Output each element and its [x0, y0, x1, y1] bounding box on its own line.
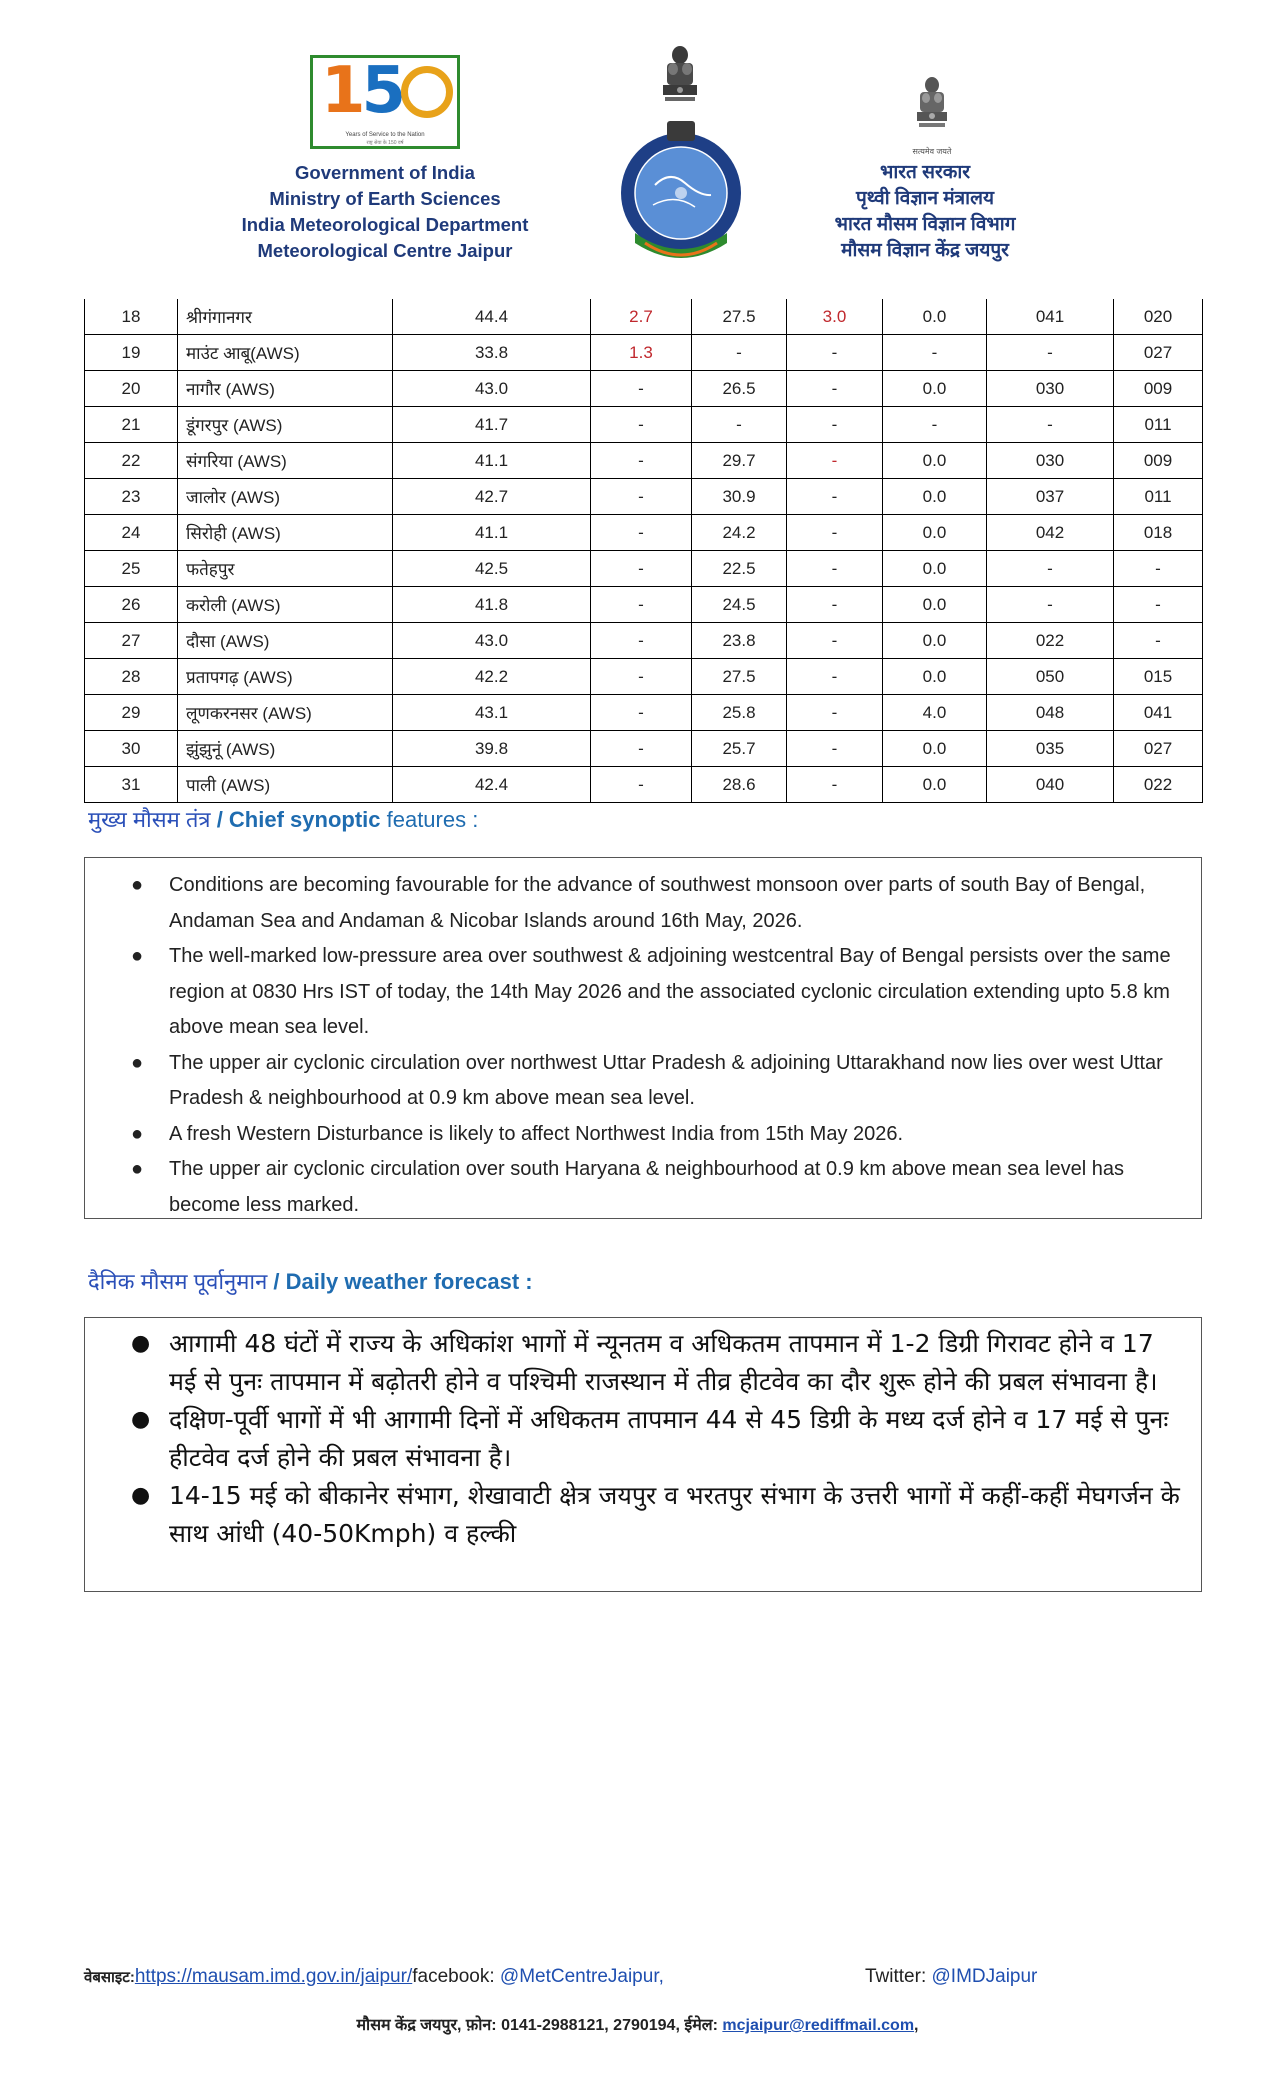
column-8-value: - — [987, 407, 1114, 443]
row-number: 22 — [85, 443, 178, 479]
row-number: 21 — [85, 407, 178, 443]
table-row — [85, 767, 1203, 803]
synoptic-item-text: The well-marked low-pressure area over southwest & adjoining westcentral Bay of Bengal persists over the same region at 0830 Hrs IST of today, the 14th May 2026 and the associated cyclonic circulation extending upto 5.8 km above mean sea level. — [169, 945, 1171, 1038]
min-temp: - — [692, 407, 787, 443]
column-9-value: - — [1114, 587, 1203, 623]
synoptic-item — [85, 1117, 1201, 1153]
logo-digit-1: 1 — [321, 54, 362, 128]
max-temp-departure: - — [591, 479, 692, 515]
logo-150-digits — [321, 54, 402, 128]
min-temp: 22.5 — [692, 551, 787, 587]
station-name: डूंगरपुर (AWS) — [178, 407, 393, 443]
department-label-hindi: भारत मौसम विज्ञान विभाग — [834, 214, 1016, 235]
station-name: श्रीगंगानगर — [178, 299, 393, 335]
min-temp: 23.8 — [692, 623, 787, 659]
row-number: 28 — [85, 659, 178, 695]
daily-forecast-box — [84, 1317, 1202, 1592]
max-temp-departure: - — [591, 587, 692, 623]
row-number: 25 — [85, 551, 178, 587]
rainfall: 0.0 — [883, 731, 987, 767]
station-name: जालोर (AWS) — [178, 479, 393, 515]
max-temp-departure: 1.3 — [591, 335, 692, 371]
row-number: 30 — [85, 731, 178, 767]
column-8-value: 048 — [987, 695, 1114, 731]
forecast-title-hindi: दैनिक मौसम पूर्वानुमान — [88, 1269, 268, 1294]
twitter-block — [865, 1966, 1037, 1988]
min-temp-departure: - — [787, 371, 883, 407]
rainfall: 0.0 — [883, 551, 987, 587]
150-years-logo — [310, 55, 460, 149]
max-temp-departure: - — [591, 515, 692, 551]
forecast-item — [85, 1477, 1201, 1553]
min-temp: - — [692, 335, 787, 371]
logo-tagline: Years of Service to the Nation — [345, 132, 425, 138]
synoptic-item — [85, 1046, 1201, 1117]
synoptic-features-box — [84, 857, 1202, 1219]
forecast-section-title — [88, 1266, 533, 1296]
column-9-value: 015 — [1114, 659, 1203, 695]
max-temp: 43.0 — [393, 623, 591, 659]
min-temp: 26.5 — [692, 371, 787, 407]
synoptic-item-text: The upper air cyclonic circulation over south Haryana & neighbourhood at 0.9 km above mean sea level has become less marked. — [169, 1158, 1124, 1216]
rainfall: 0.0 — [883, 659, 987, 695]
station-name: सिरोही (AWS) — [178, 515, 393, 551]
synoptic-item-text: The upper air cyclonic circulation over northwest Uttar Pradesh & adjoining Uttarakhand now lies over west Uttar Pradesh & neighbourhood at 0.9 km above mean sea level. — [169, 1051, 1163, 1109]
bullet-icon: ● — [131, 1407, 151, 1432]
rainfall: 0.0 — [883, 767, 987, 803]
max-temp-departure: - — [591, 731, 692, 767]
column-9-value: 020 — [1114, 299, 1203, 335]
min-temp-departure: - — [787, 731, 883, 767]
min-temp-departure: - — [787, 551, 883, 587]
rainfall: 0.0 — [883, 443, 987, 479]
synoptic-title-hindi: मुख्य मौसम तंत्र — [88, 807, 211, 832]
table-row — [85, 407, 1203, 443]
bullet-icon: ● — [131, 1051, 144, 1074]
max-temp-departure: - — [591, 371, 692, 407]
row-number: 20 — [85, 371, 178, 407]
contact-suffix: , — [914, 2017, 919, 2034]
rainfall: 0.0 — [883, 371, 987, 407]
max-temp: 39.8 — [393, 731, 591, 767]
table-body — [85, 299, 1203, 803]
column-9-value: - — [1114, 551, 1203, 587]
govt-of-india-label-hindi: भारत सरकार — [879, 162, 971, 183]
website-label: वेबसाइट: — [84, 1969, 135, 1986]
station-name: फतेहपुर — [178, 551, 393, 587]
website-link[interactable]: https://mausam.imd.gov.in/jaipur/ — [134, 1966, 413, 1987]
max-temp: 42.5 — [393, 551, 591, 587]
rainfall: - — [883, 335, 987, 371]
column-8-value: 030 — [987, 371, 1114, 407]
column-9-value: 009 — [1114, 371, 1203, 407]
min-temp-departure: - — [787, 407, 883, 443]
synoptic-title-english: Chief synoptic — [228, 807, 381, 832]
column-8-value: 035 — [987, 731, 1114, 767]
column-8-value: 022 — [987, 623, 1114, 659]
min-temp-departure: - — [787, 623, 883, 659]
column-9-value: 027 — [1114, 335, 1203, 371]
station-name: प्रतापगढ़ (AWS) — [178, 659, 393, 695]
table-row — [85, 299, 1203, 335]
max-temp: 43.0 — [393, 371, 591, 407]
national-emblem-icon — [655, 45, 705, 120]
synoptic-item-text: A fresh Western Disturbance is likely to affect Northwest India from 15th May 2026. — [169, 1122, 904, 1145]
facebook-label: facebook: — [412, 1966, 500, 1987]
row-number: 19 — [85, 335, 178, 371]
max-temp: 42.4 — [393, 767, 591, 803]
ministry-label-hindi: पृथ्वी विज्ञान मंत्रालय — [856, 188, 994, 209]
synoptic-title-features: features : — [380, 807, 479, 832]
station-name: दौसा (AWS) — [178, 623, 393, 659]
row-number: 23 — [85, 479, 178, 515]
min-temp-departure: - — [787, 335, 883, 371]
column-9-value: 027 — [1114, 731, 1203, 767]
twitter-label: Twitter: — [865, 1966, 932, 1987]
min-temp-departure: - — [787, 767, 883, 803]
table-row — [85, 479, 1203, 515]
column-8-value: 050 — [987, 659, 1114, 695]
synoptic-item — [85, 939, 1201, 1046]
min-temp-departure: - — [787, 587, 883, 623]
station-name: लूणकरनसर (AWS) — [178, 695, 393, 731]
logo-zero-ring — [401, 66, 453, 118]
table-row — [85, 587, 1203, 623]
column-8-value: 040 — [987, 767, 1114, 803]
max-temp: 43.1 — [393, 695, 591, 731]
contact-text: मौसम केंद्र जयपुर, फ़ोन: 0141-2988121, 2790194, ईमेल: — [356, 2017, 723, 2034]
table-row — [85, 695, 1203, 731]
column-8-value: 041 — [987, 299, 1114, 335]
station-name: माउंट आबू(AWS) — [178, 335, 393, 371]
emblem-motto: सत्यमेव जयते — [912, 147, 952, 156]
logo-digit-5: 5 — [361, 54, 403, 128]
centre-label: Meteorological Centre Jaipur — [257, 240, 513, 261]
station-name: पाली (AWS) — [178, 767, 393, 803]
max-temp-departure: - — [591, 659, 692, 695]
column-8-value: - — [987, 335, 1114, 371]
rainfall: 0.0 — [883, 299, 987, 335]
min-temp-departure: 3.0 — [787, 299, 883, 335]
column-9-value: 041 — [1114, 695, 1203, 731]
station-name: नागौर (AWS) — [178, 371, 393, 407]
national-emblem-right-icon — [910, 75, 954, 145]
bullet-icon: ● — [131, 1483, 151, 1508]
govt-of-india-label: Government of India — [295, 162, 475, 183]
station-name: संगरिया (AWS) — [178, 443, 393, 479]
forecast-title-sep: / — [267, 1269, 286, 1294]
max-temp-departure: - — [591, 623, 692, 659]
centre-label-hindi: मौसम विज्ञान केंद्र जयपुर — [841, 240, 1009, 261]
forecast-item — [85, 1401, 1201, 1477]
row-number: 29 — [85, 695, 178, 731]
max-temp: 41.7 — [393, 407, 591, 443]
facebook-handle-link[interactable]: @MetCentreJaipur, — [499, 1966, 664, 1987]
column-8-value: 037 — [987, 479, 1114, 515]
footer-contact — [0, 2013, 1275, 2035]
max-temp: 42.2 — [393, 659, 591, 695]
table-row — [85, 659, 1203, 695]
bullet-icon: ● — [131, 1331, 151, 1356]
row-number: 27 — [85, 623, 178, 659]
logo-tagline-hindi: राष्ट्र सेवा के 150 वर्ष — [366, 140, 404, 146]
column-9-value: - — [1114, 623, 1203, 659]
min-temp-departure: - — [787, 659, 883, 695]
rainfall: 4.0 — [883, 695, 987, 731]
rainfall: 0.0 — [883, 587, 987, 623]
synoptic-item-text: Conditions are becoming favourable for the advance of southwest monsoon over parts of south Bay of Bengal, Andaman Sea and Andaman & Nicobar Islands around 16th May, 2026. — [169, 874, 1146, 932]
max-temp-departure: - — [591, 407, 692, 443]
rainfall: 0.0 — [883, 515, 987, 551]
forecast-item — [85, 1325, 1201, 1401]
table-row — [85, 443, 1203, 479]
station-observations-table — [84, 299, 1203, 803]
min-temp: 27.5 — [692, 299, 787, 335]
bullet-icon: ● — [131, 1122, 144, 1145]
max-temp-departure: - — [591, 767, 692, 803]
column-8-value: - — [987, 587, 1114, 623]
column-9-value: 011 — [1114, 479, 1203, 515]
english-header — [215, 160, 555, 264]
min-temp-departure: - — [787, 695, 883, 731]
hindi-header — [800, 160, 1050, 264]
max-temp: 42.7 — [393, 479, 591, 515]
max-temp-departure: - — [591, 443, 692, 479]
row-number: 31 — [85, 767, 178, 803]
bullet-icon: ● — [131, 945, 144, 967]
max-temp: 44.4 — [393, 299, 591, 335]
forecast-item-text: आगामी 48 घंटों में राज्य के अधिकांश भागों में न्यूनतम व अधिकतम तापमान में 1-2 डिग्री गिरावट होने व 17 मई से पुनः तापमान में बढ़ोतरी होने व पश्चिमी राजस्थान में तीव्र हीटवेव का दौर शुरू होने की प्रबल संभावना है। — [169, 1329, 1158, 1396]
row-number: 24 — [85, 515, 178, 551]
rainfall: 0.0 — [883, 623, 987, 659]
column-8-value: - — [987, 551, 1114, 587]
column-9-value: 009 — [1114, 443, 1203, 479]
min-temp-departure: - — [787, 515, 883, 551]
min-temp: 30.9 — [692, 479, 787, 515]
ministry-label: Ministry of Earth Sciences — [269, 188, 501, 209]
bullet-icon: ● — [131, 1158, 144, 1180]
table-row — [85, 371, 1203, 407]
min-temp: 24.5 — [692, 587, 787, 623]
min-temp: 25.7 — [692, 731, 787, 767]
imd-logo-icon — [615, 115, 747, 270]
footer-links — [84, 1966, 664, 1988]
table-row — [85, 623, 1203, 659]
table-row — [85, 731, 1203, 767]
table-row — [85, 515, 1203, 551]
column-8-value: 042 — [987, 515, 1114, 551]
synoptic-item — [85, 1152, 1201, 1223]
min-temp: 28.6 — [692, 767, 787, 803]
synoptic-section-title — [88, 804, 478, 834]
forecast-item-text: दक्षिण-पूर्वी भागों में भी आगामी दिनों में अधिकतम तापमान 44 से 45 डिग्री के मध्य दर्ज होने व 17 मई से पुनः हीटवेव दर्ज होने की प्रबल संभावना है। — [169, 1405, 1169, 1472]
max-temp-departure: 2.7 — [591, 299, 692, 335]
synoptic-title-sep: / — [210, 807, 229, 832]
min-temp: 25.8 — [692, 695, 787, 731]
max-temp-departure: - — [591, 551, 692, 587]
rainfall: 0.0 — [883, 479, 987, 515]
max-temp-departure: - — [591, 695, 692, 731]
twitter-handle-link[interactable]: @IMDJaipur — [931, 1966, 1038, 1987]
row-number: 26 — [85, 587, 178, 623]
forecast-item-text: 14-15 मई को बीकानेर संभाग, शेखावाटी क्षेत्र जयपुर व भरतपुर संभाग के उत्तरी भागों में कहीं-कहीं मेघगर्जन के साथ आंधी (40-50Kmph) व हल्की — [169, 1481, 1180, 1548]
row-number: 18 — [85, 299, 178, 335]
column-8-value: 030 — [987, 443, 1114, 479]
min-temp-departure: - — [787, 443, 883, 479]
column-9-value: 018 — [1114, 515, 1203, 551]
max-temp: 41.8 — [393, 587, 591, 623]
min-temp: 29.7 — [692, 443, 787, 479]
table-row — [85, 551, 1203, 587]
rainfall: - — [883, 407, 987, 443]
bullet-icon: ● — [131, 874, 144, 896]
max-temp: 41.1 — [393, 443, 591, 479]
min-temp-departure: - — [787, 479, 883, 515]
email-link[interactable]: mcjaipur@rediffmail.com — [722, 2017, 915, 2034]
table-row — [85, 335, 1203, 371]
min-temp: 24.2 — [692, 515, 787, 551]
min-temp: 27.5 — [692, 659, 787, 695]
forecast-title-english: Daily weather forecast : — [285, 1269, 533, 1294]
max-temp: 33.8 — [393, 335, 591, 371]
synoptic-item — [85, 868, 1201, 939]
column-9-value: 011 — [1114, 407, 1203, 443]
station-name: झुंझुनूं (AWS) — [178, 731, 393, 767]
department-label: India Meteorological Department — [241, 214, 529, 235]
max-temp: 41.1 — [393, 515, 591, 551]
station-name: करोली (AWS) — [178, 587, 393, 623]
column-9-value: 022 — [1114, 767, 1203, 803]
